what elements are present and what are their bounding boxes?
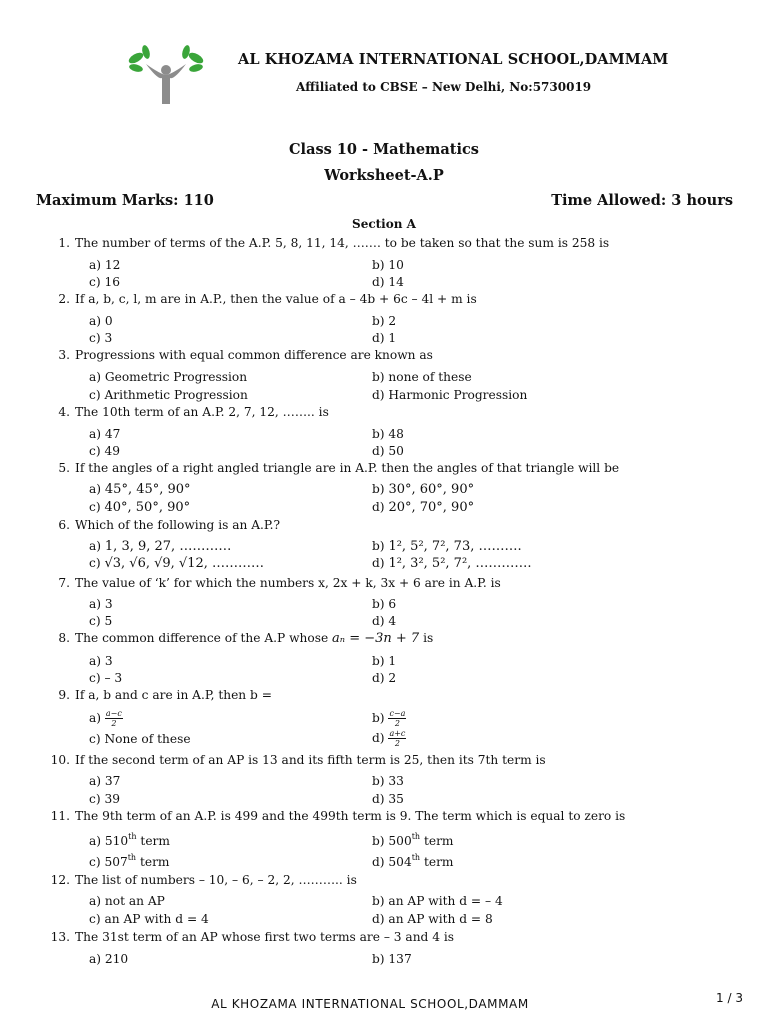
- option-math: 40°, 50°, 90°: [104, 500, 191, 515]
- option-c: c) 5: [89, 614, 113, 628]
- option-d: [372, 500, 474, 515]
- option-b: b) 1: [372, 654, 397, 668]
- option-label: a): [89, 711, 102, 725]
- option-label: c): [89, 556, 101, 570]
- option-d: [372, 556, 532, 571]
- option-d: d) 1: [372, 331, 397, 345]
- option-d: d) 50: [372, 444, 404, 458]
- question-formula: aₙ = −3n + 7: [332, 631, 420, 646]
- question-number: 3.: [58, 348, 70, 362]
- option-b: b) 33: [372, 774, 404, 788]
- question-text: [75, 631, 433, 646]
- question-number: 5.: [58, 461, 70, 475]
- option-b: [372, 482, 474, 497]
- option-a: a) 3: [89, 654, 113, 668]
- option-c: c) 49: [89, 444, 120, 458]
- option-a: a) 210: [89, 952, 129, 966]
- option-fraction: $\frac{c-a}{2}$: [389, 709, 406, 728]
- option-b: [372, 539, 522, 554]
- option-a: [89, 539, 231, 554]
- question-number: 10.: [50, 753, 70, 767]
- option-fraction: $\frac{a+c}{2}$: [389, 729, 406, 748]
- option-d: [372, 729, 406, 748]
- option-label: c): [89, 500, 101, 514]
- option-d: d) 2: [372, 671, 397, 685]
- question-text: The number of terms of the A.P. 5, 8, 11, 14, ……. to be taken so that the sum is 258 is: [75, 236, 610, 250]
- option-label: b): [372, 539, 385, 553]
- worksheet-title: Worksheet-A.P: [324, 167, 444, 184]
- option-a: a) 510th term: [89, 831, 170, 848]
- question-text: If a, b, c, l, m are in A.P., then the value of a – 4b + 6c – 4l + m is: [75, 292, 477, 306]
- option-d: d) 504th term: [372, 852, 454, 869]
- question-number: 2.: [58, 292, 70, 306]
- option-math: 20°, 70°, 90°: [388, 500, 475, 515]
- question-text-start: The common difference of the A.P whose: [75, 631, 329, 645]
- option-c: [89, 500, 190, 515]
- footer-school-name: AL KHOZAMA INTERNATIONAL SCHOOL,DAMMAM: [211, 997, 529, 1011]
- question-text: Progressions with equal common difference are known as: [75, 348, 433, 362]
- question-number: 9.: [58, 688, 70, 702]
- question-text: The 9th term of an A.P. is 499 and the 499th term is 9. The term which is equal to zero is: [75, 809, 626, 823]
- school-name: AL KHOZAMA INTERNATIONAL SCHOOL,DAMMAM: [238, 51, 669, 68]
- option-b: [372, 709, 406, 728]
- option-a: [89, 709, 123, 728]
- option-math: √3, √6, √9, √12, …………: [104, 556, 265, 571]
- option-d: d) 4: [372, 614, 397, 628]
- option-a: a) 12: [89, 258, 121, 272]
- school-logo-icon: [124, 44, 208, 106]
- option-a: a) 3: [89, 597, 113, 611]
- option-math: 1², 5², 7², 73, ……….: [388, 539, 522, 554]
- option-c: c) 39: [89, 792, 120, 806]
- option-a: a) not an AP: [89, 894, 165, 908]
- affiliation-line: Affiliated to CBSE – New Delhi, No:5730019: [296, 80, 592, 94]
- option-b: b) 2: [372, 314, 397, 328]
- option-a: a) 47: [89, 427, 121, 441]
- question-text: The 10th term of an A.P. 2, 7, 12, …….. is: [75, 405, 329, 419]
- question-number: 6.: [58, 518, 70, 532]
- option-c: c) 507th term: [89, 852, 170, 869]
- question-number: 8.: [58, 631, 70, 645]
- option-math: 1, 3, 9, 27, …………: [104, 539, 232, 554]
- option-d: d) an AP with d = 8: [372, 912, 493, 926]
- option-label: a): [89, 539, 102, 553]
- option-label: d): [372, 556, 385, 570]
- maximum-marks: Maximum Marks: 110: [36, 192, 214, 209]
- option-c: c) Arithmetic Progression: [89, 388, 248, 402]
- page-number: 1 / 3: [716, 991, 743, 1005]
- question-text: If a, b and c are in A.P, then b =: [75, 688, 272, 702]
- option-b: b) an AP with d = – 4: [372, 894, 503, 908]
- option-label: b): [372, 711, 385, 725]
- option-fraction: $\frac{a-c}{2}$: [105, 709, 122, 728]
- option-b: b) 137: [372, 952, 412, 966]
- question-text-end: is: [423, 631, 434, 645]
- question-text: If the angles of a right angled triangle are in A.P. then the angles of that triangle will be: [75, 461, 620, 475]
- question-text: If the second term of an AP is 13 and its fifth term is 25, then its 7th term is: [75, 753, 546, 767]
- question-number: 11.: [50, 809, 70, 823]
- option-a: a) 37: [89, 774, 121, 788]
- option-math: 30°, 60°, 90°: [388, 482, 475, 497]
- class-title: Class 10 - Mathematics: [289, 141, 479, 158]
- option-b: b) 48: [372, 427, 404, 441]
- option-c: c) – 3: [89, 671, 123, 685]
- option-math: 1², 3², 5², 7², ………….: [388, 556, 532, 571]
- question-text: The list of numbers – 10, – 6, – 2, 2, ……….. is: [75, 873, 357, 887]
- option-c: c) 3: [89, 331, 113, 345]
- option-a: [89, 482, 191, 497]
- question-number: 13.: [50, 930, 70, 944]
- question-text: The value of ‘k’ for which the numbers x, 2x + k, 3x + 6 are in A.P. is: [75, 576, 501, 590]
- option-label: b): [372, 482, 385, 496]
- time-allowed: Time Allowed: 3 hours: [551, 192, 733, 209]
- option-d: d) 35: [372, 792, 404, 806]
- option-c: c) an AP with d = 4: [89, 912, 209, 926]
- option-c: c) None of these: [89, 732, 191, 746]
- option-a: a) 0: [89, 314, 113, 328]
- option-b: b) none of these: [372, 370, 472, 384]
- option-label: d): [372, 731, 385, 745]
- option-c: c) 16: [89, 275, 120, 289]
- option-b: b) 500th term: [372, 831, 454, 848]
- option-b: b) 10: [372, 258, 404, 272]
- option-label: d): [372, 500, 385, 514]
- question-number: 7.: [58, 576, 70, 590]
- option-label: a): [89, 482, 102, 496]
- question-text: Which of the following is an A.P.?: [75, 518, 281, 532]
- question-text: The 31st term of an AP whose first two terms are – 3 and 4 is: [75, 930, 455, 944]
- question-number: 12.: [50, 873, 70, 887]
- option-math: 45°, 45°, 90°: [104, 482, 191, 497]
- option-d: d) Harmonic Progression: [372, 388, 528, 402]
- option-b: b) 6: [372, 597, 397, 611]
- question-number: 1.: [58, 236, 70, 250]
- option-d: d) 14: [372, 275, 404, 289]
- option-a: a) Geometric Progression: [89, 370, 248, 384]
- question-number: 4.: [58, 405, 70, 419]
- section-heading: Section A: [352, 217, 416, 231]
- option-c: [89, 556, 264, 571]
